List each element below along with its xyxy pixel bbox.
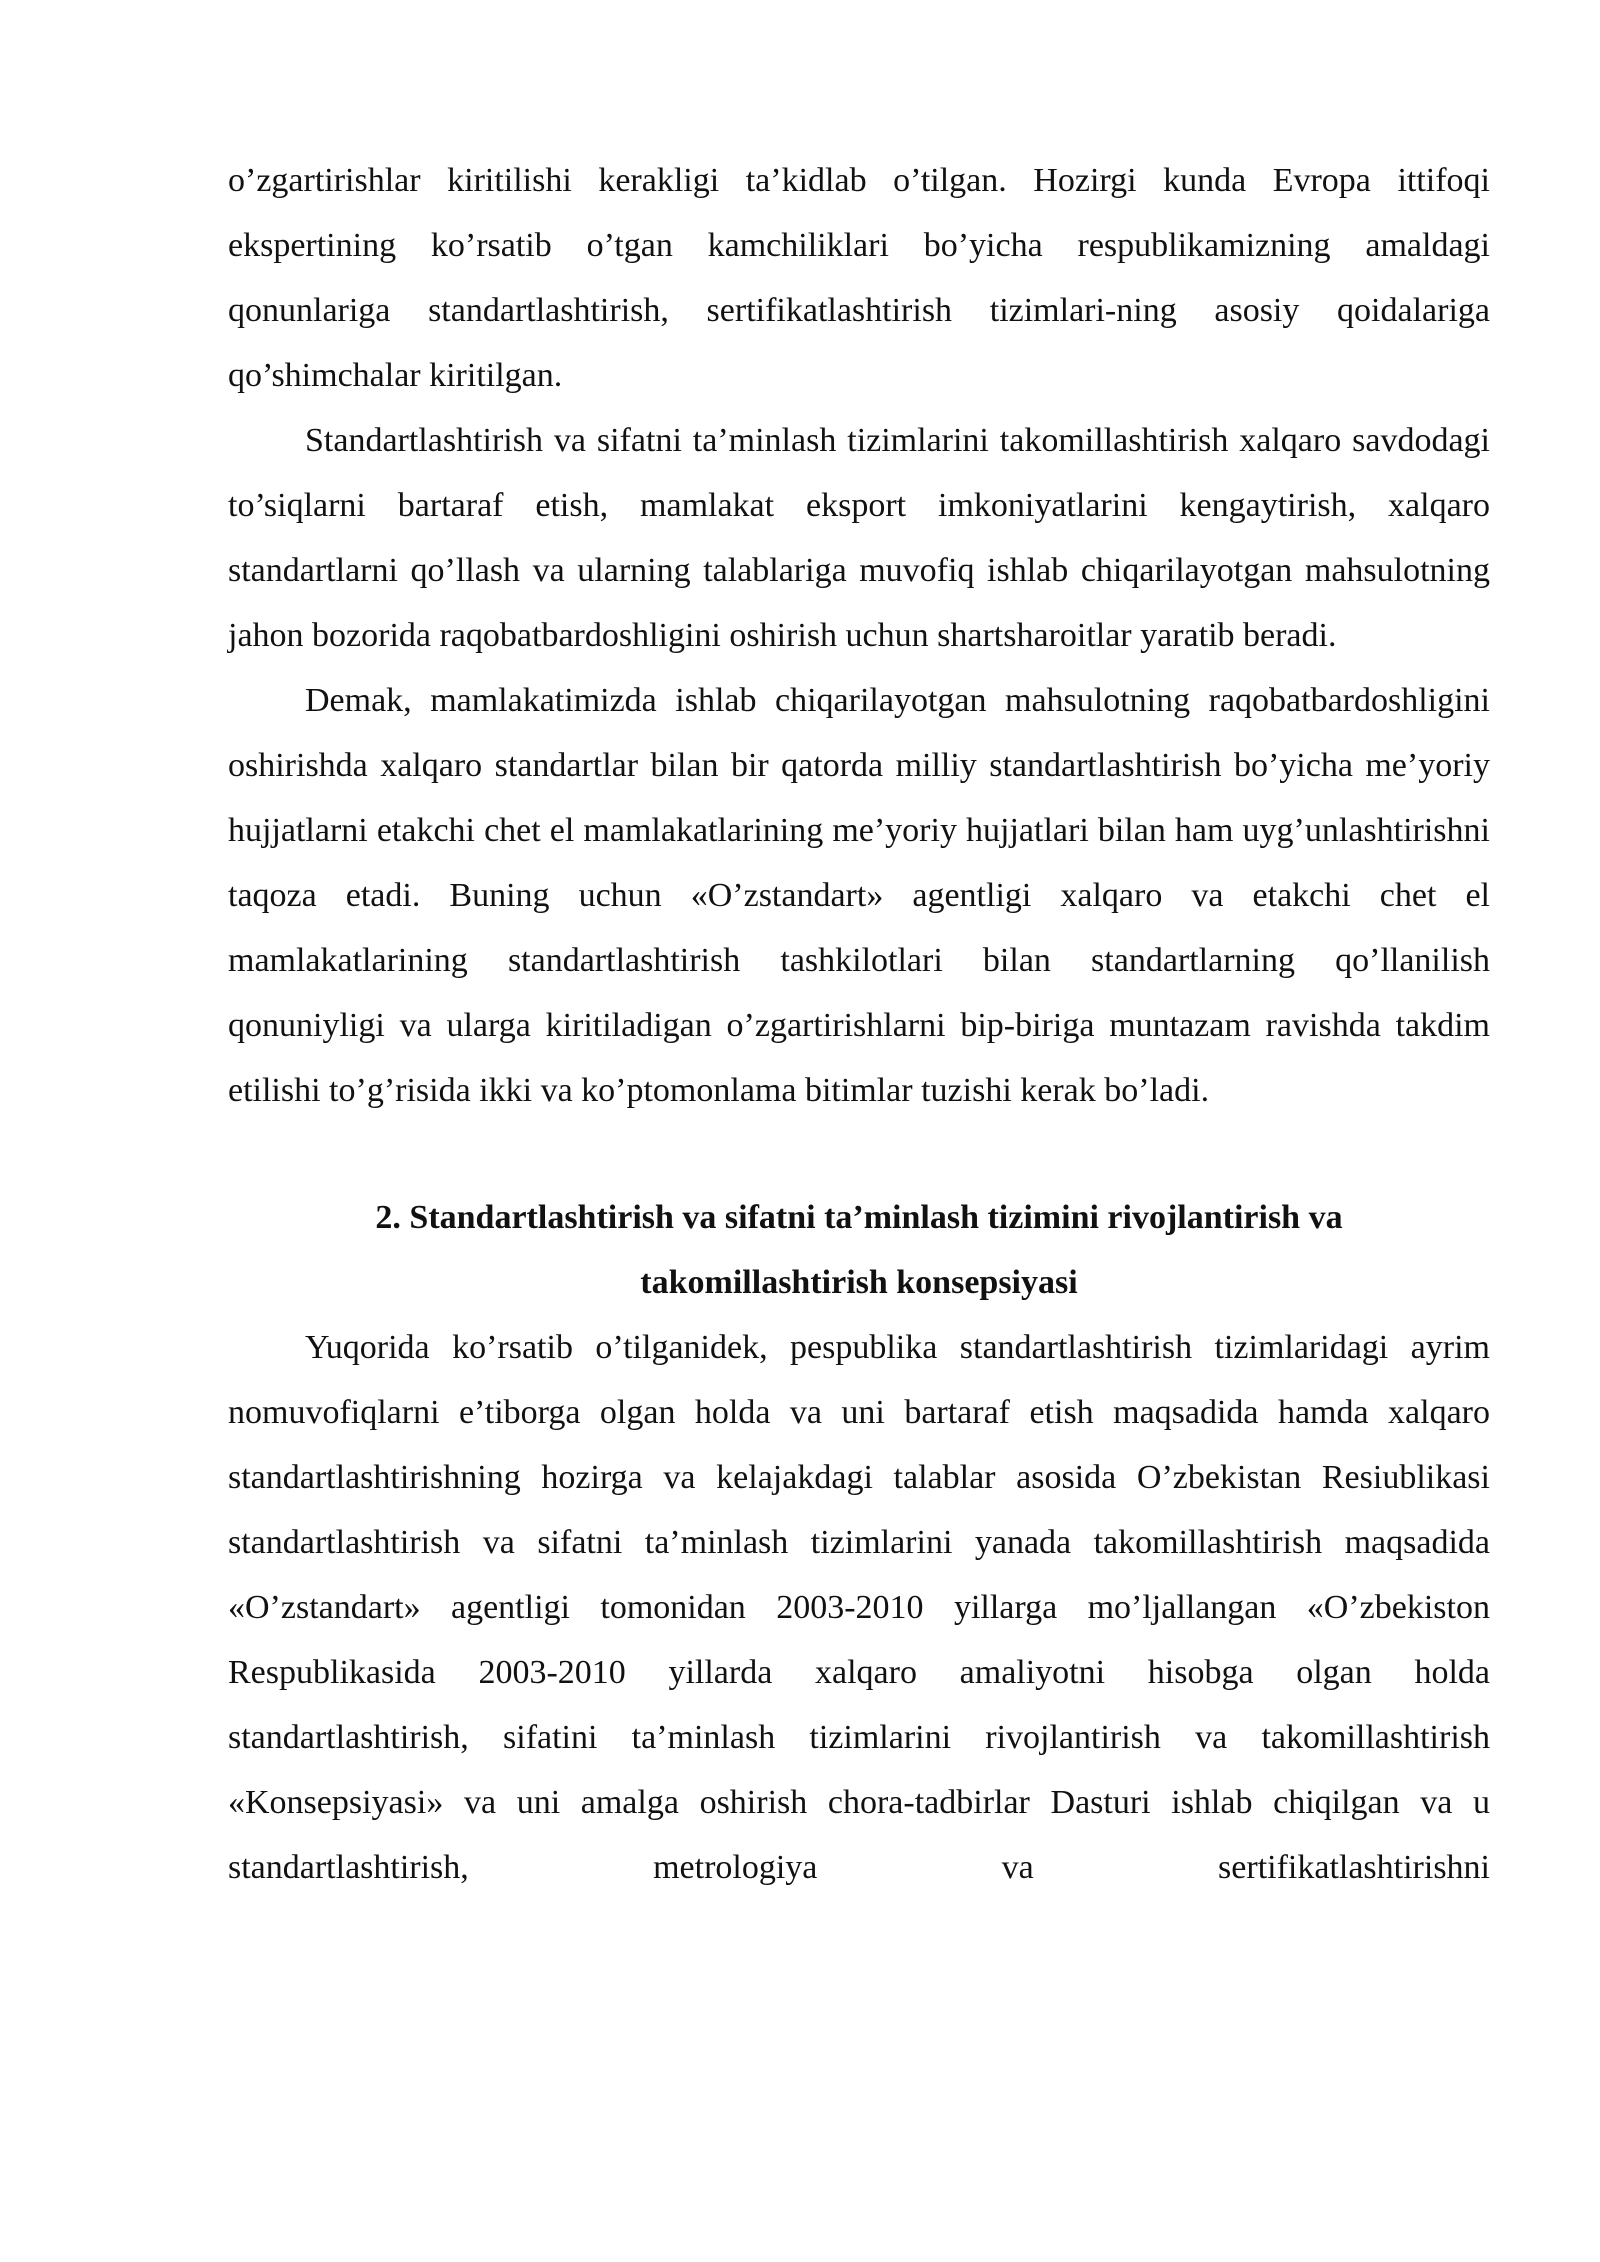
paragraph-concept: Yuqorida ko’rsatib o’tilganidek, pespublika standartlashtirish tizimlaridagi ayrim nomuvofiqlarni e’tiborga olgan holda va uni bartaraf etish maqsadida hamda xalqaro standartlashtirishning hozirga va kelajakdagi talablar asosida O’zbekistan Resiublikasi standartlashtirish va sifatni ta’minlash tizimlarini yanada takomillashtirish maqsadida «O’zstandart» agentligi tomonidan 2003-2010 yillarga mo’ljallangan «O’zbekiston Respublikasida 2003-2010 yillarda xalqaro amaliyotni hisobga olgan holda standartlashtirish, sifatini ta’minlash tizimlarini rivojlantirish va takomillashtirish «Konsepsiyasi» va uni amalga oshirish chora-tadbirlar Dasturi ishlab chiqilgan va u standartlashtirish, metrologiya va sertifikatlashtirishni	[228, 1329, 1490, 1886]
section-heading-line-1: 2. Standartlashtirish va sifatni ta’minlash tizimini rivojlantirish va	[375, 1199, 1343, 1236]
section-heading	[228, 1185, 1490, 1315]
paragraph-continuation: o’zgartirishlar kiritilishi kerakligi ta’kidlab o’tilgan. Hozirgi kunda Evropa ittifoqi ekspertining ko’rsatib o’tgan kamchiliklari bo’yicha respublikamizning amaldagi qonunlariga standartlashtirish, sertifikatlashtirish tizimlari-ning asosiy qoidalariga qo’shimchalar kiritilgan.	[228, 162, 1490, 394]
paragraph-standardization-benefits: Standartlashtirish va sifatni ta’minlash tizimlarini takomillashtirish xalqaro savdodagi to’siqlarni bartaraf etish, mamlakat eksport imkoniyatlarini kengaytirish, xalqaro standartlarni qo’llash va ularning talablariga muvofiq ishlab chiqarilayotgan mahsulotning jahon bozorida raqobatbardoshligini oshirish uchun shartsharoitlar yaratib beradi.	[228, 422, 1490, 654]
paragraph-harmonization: Demak, mamlakatimizda ishlab chiqarilayotgan mahsulotning raqobatbardoshligini oshirishda xalqaro standartlar bilan bir qatorda milliy standartlashtirish bo’yicha me’yoriy hujjatlarni etakchi chet el mamlakatlarining me’yoriy hujjatlari bilan ham uyg’unlashtirishni taqoza etadi. Buning uchun «O’zstandart» agentligi xalqaro va etakchi chet el mamlakatlarining standartlashtirish tashkilotlari bilan standartlarning qo’llanilish qonuniyligi va ularga kiritiladigan o’zgartirishlarni bip-biriga muntazam ravishda takdim etilishi to’g’risida ikki va ko’ptomonlama bitimlar tuzishi kerak bo’ladi.	[228, 682, 1490, 1109]
document-page	[228, 148, 1490, 1900]
section-heading-line-2: takomillashtirish konsepsiyasi	[640, 1264, 1078, 1301]
